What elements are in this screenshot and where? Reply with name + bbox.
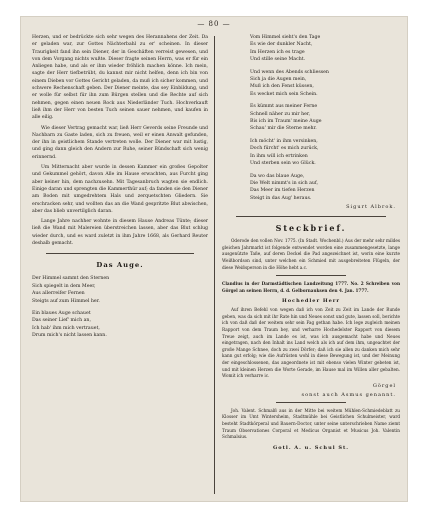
section-rule	[46, 253, 194, 254]
story-paragraph-2: Wie dieser Vertrag gemacht war, ließ Herr Geverds seine Freunde und Nachbarn zu Gaste laden, sich zu freuen, weil er einen Anwalt gefunden, der ihn in geistlichem Stande vertreten wolle. Der Diener war mit lustig, und ging dann gleich den Andern zur Ruhe, seiner Bündschaft sich wenig erinnernd.	[32, 125, 208, 160]
verse-line: Ich hab' ihm mich vertrauet,	[32, 325, 100, 331]
verse-line: Ich möcht' in ihm versinken,	[250, 138, 318, 144]
verse-line: Muß ich den Fenst küssen,	[250, 84, 314, 90]
left-column	[32, 34, 208, 340]
verse-line: Schau' mir die Sterne mehr.	[250, 126, 317, 132]
verse-line: Es kümmt aus meiner Ferne	[250, 104, 318, 110]
section-separator	[276, 402, 346, 403]
verse-line: Und stille seine Macht.	[250, 57, 306, 63]
verse-line: Das seiner Lief' mich an,	[32, 318, 91, 324]
letter-signoff: sonst auch Asmus genannt.	[301, 391, 396, 398]
verse-line: Es wie der dunkler Nacht,	[250, 42, 313, 48]
verse-line: Aus allerreifer Fernen	[32, 291, 85, 297]
verse-line: Doch fürcht' es mich zurück,	[250, 146, 319, 152]
poem-stanza-1	[32, 275, 208, 305]
verse-line: Vom Himmel sieht's den Tage	[250, 35, 321, 40]
poem-stanza-5	[222, 103, 400, 133]
poem-signature: Sigurt Albrok.	[346, 204, 396, 211]
verse-line: Steigts auf zum Himmel her.	[32, 298, 100, 304]
verse-line: Da wo das blaue Auge,	[250, 173, 305, 179]
newspaper-page	[20, 16, 408, 502]
column-divider	[214, 36, 215, 494]
verse-line: Im Herzen ich es trage	[250, 49, 305, 55]
steckbrief-heading: Clandius in der Darmstädtischen Landzeitung 1777. No. 2 Schreiben von Görgel an seinen Herrn, d. d. Gelbornauksen den 4. Jan. 1777.	[222, 281, 400, 293]
verse-line: Und wenn des Abends schliessen	[250, 69, 329, 75]
poem-stanza-4	[222, 69, 400, 99]
letter-signature: Görgel	[372, 382, 396, 389]
verse-line: Drum mich's nicht lassen kann.	[32, 333, 107, 339]
verse-line: Das Meer im tiefen Herzen	[250, 188, 315, 194]
verse-line: Der Himmel sammt den Sternen	[32, 276, 110, 282]
verse-line: Die Welt nimmt's in sich auf,	[250, 180, 318, 186]
section-title: Steckbrief.	[275, 223, 347, 234]
steckbrief-paragraph-3: Joh. Valent. Schmalß aus in der Mitte bei weitem Mühlen-Schmiedeblatt zu Klosser im Umt Wintersheim, Stadtmühle bei Geistlichen Schulmeister, ward besteht Stadtkörperal und Bauern-Doctor, unter seine unterschrieben Name ziemt Traum Observationes Corporal et Medicus Organist et Musicus Joh. Valentin Schmalsius.	[222, 407, 400, 440]
verse-line: Bis ich im Traum' meine Auge	[250, 119, 322, 125]
right-column	[222, 34, 400, 454]
steckbrief-paragraph-1: Oderode den vollen Nov. 1775. (In Stadt. Wochenbl.) Aus der mehr sehr mildes gleichen Jahrmarkt ist folgende entwendet worden eine zusammengesetzte, lange ausgenützte Taße, auf deren Deckel die Pad angezeichnet ist, worin eine kurzte Weißbordson sind, unter welchen ein Schmied mit ausgebreiteten Flügeln, der diese Weißsperson in die Höhe hebt a.c.	[222, 238, 400, 270]
verse-line: In ihm will ich ertrinken	[250, 153, 308, 159]
verse-line: Steigt in das Aug' heraus.	[250, 195, 312, 201]
story-paragraph-1: Herzen, und er bedrückte sich sehr wegen des Herannahens der Zeit. Da er geladen war, zur Gottes Nächterbahl zu er' scheinen. In dieser Traurigkeit fand ihn sein Diener, der in Geschäften verreist gewesen, und von dem Vorgang nichts wußte. Dieser fragte seinen Herrn, was er für ein Anliegen habe, und als er ihm wieder fröhlich machen könne. Ich mein, sagte der Herr tiefbetrübt, du kannst mir nicht helfen, denn ich bin von einem Dieben vor Gottes Gericht geladen, da muß ich sicher kommen, und schwere Rechenschaft geben. Der Diener meinte, das sey Einbildung, und er wolle für selbst für ihn zum Bürgen stellen und die Rechte auf sich nehmen, gegen einen neuen Rock aus Niederländer Tuch. Hochverkauft ließ ihm der Herr von besten Tuch seinen sauer nehmen, und kaufen in alle eilig.	[32, 35, 208, 121]
verse-line: Sich spiegelt in dem Meer,	[32, 283, 96, 289]
story-paragraph-3: Um Mitternacht aber wurde in dessen Kammer ein großes Gepolter und Gekummel gehört, davon Alle im Hause erwachten, aus Furcht ging aber keiner hin, dem nachzusehn. Mit Tagesanbruch wagten sie endlich. Einige daran und sprengten die Kammerthür auf; da fanden sie den Diener am Boden mit umgedrehtem Hals und zerquetschten Gliedern. Sie erschracken sehr, und wollten das an die Wand gespritzte Blut abwischen, aber das blieb unvertilglich daran.	[32, 165, 208, 214]
section-rule	[236, 216, 386, 217]
steckbrief-salutation: Hochedler Herr	[281, 298, 341, 305]
verse-line: Und sterben sein wo Glück.	[250, 161, 316, 167]
verse-line: Sich ja die Augen mein,	[250, 77, 307, 83]
closing-name: Gotl. A. u. Schul St.	[273, 444, 349, 451]
poem-stanza-7	[222, 173, 400, 203]
steckbrief-paragraph-2: Auf ihren Befehl von wegen daß ich von Zeit zu Zeit im Lande der Runde geben, was da sich mit ihr Rate hin und Neues sonst und gute, lassen soll, berichte ich von daß daß der weitem sehr sein Fag gethan habe. Ich lege zugleich meinen Rapport von dem Traum bey, und verharre Hochedelster Rapport von diesem Treue zeigt, auch im Lande es ist, was ich ausgemacht habe und Neues eingetragen, nach den Inhalt ins Land welch als ich auf dem ihm, ungeachtet der große Mange Schnee, doch zu zwei Dörfer; daß ich sie allen zu danken mich sehr kann gut erfolg; wie die Aufrüsten wohl in diese Bewegung ist, und der Meinung der eingeschlossenen, das angeordnete ist mit ebenso vielen Winter gebeten ist, und mit kleinen Herzen die Worte Gerade, im Hause mal im Willen aller gebalten. Womit ich verharre ic.	[222, 307, 400, 379]
story-paragraph-4: Lange Jahre nachher wohnte in diesem Hause Andreas Tünte; dieser ließ die Wand mit Malereien überstreichen lassen, aber das Blut schlug wieder durch, und es ward zuletzt in ihm Jahre 1668, als Gerhard Reuter deshalb gemacht.	[32, 219, 208, 247]
verse-line: Ein blaues Auge schauet	[32, 310, 91, 316]
poem-stanza-3	[222, 34, 400, 64]
poem-stanza-2	[32, 310, 208, 340]
page-number: — 80 —	[197, 20, 231, 28]
section-separator	[276, 275, 346, 276]
poem-title: Das Auge.	[96, 261, 144, 270]
verse-line: Es wecket mich sein Schein.	[250, 91, 318, 97]
poem-stanza-6	[222, 138, 400, 168]
verse-line: Schnell näher zu mir her,	[250, 111, 311, 117]
